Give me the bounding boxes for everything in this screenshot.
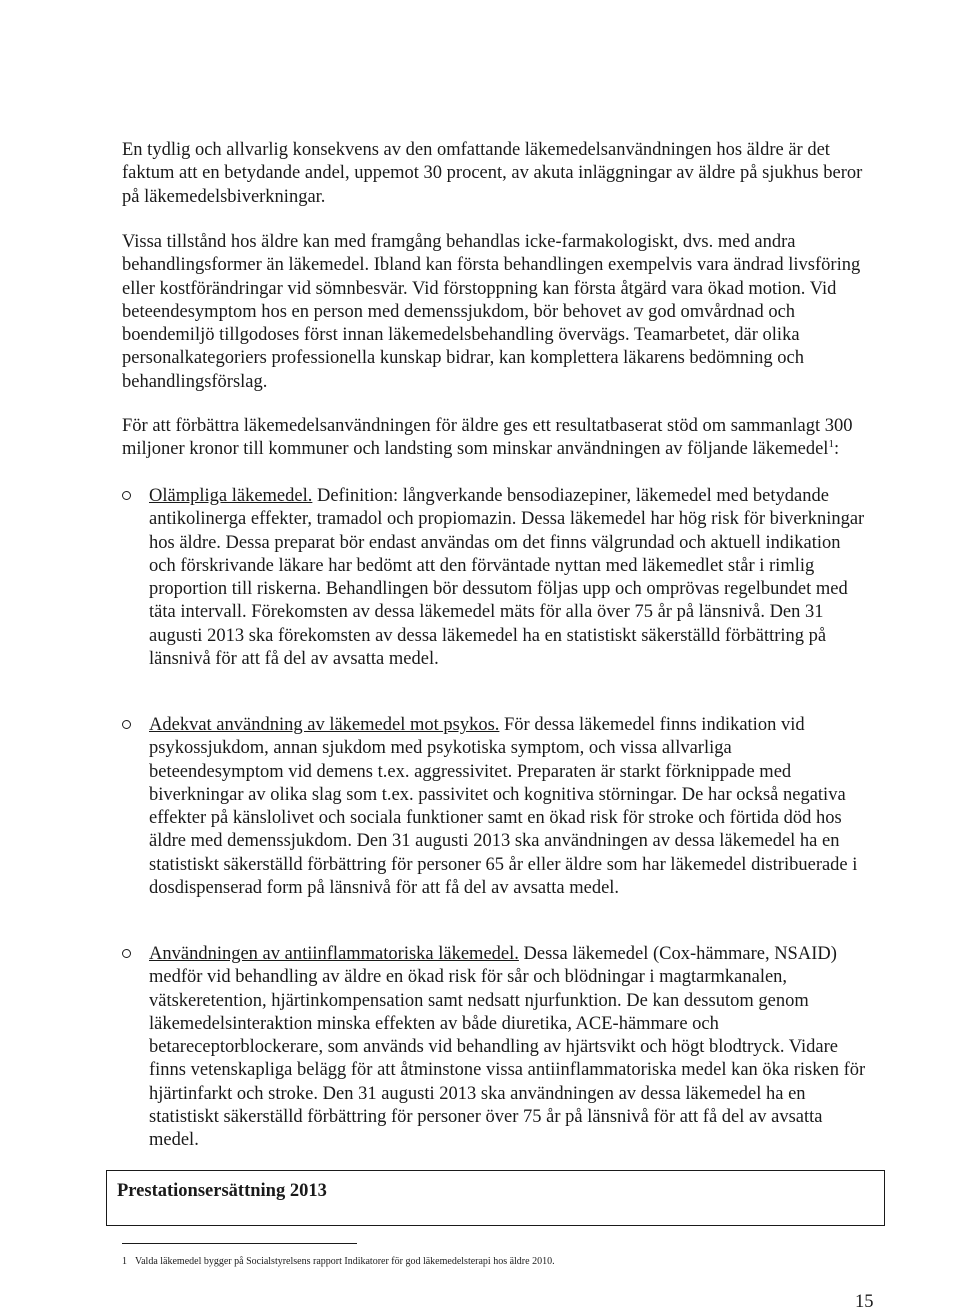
footnote-number: 1	[122, 1256, 127, 1267]
list-item-heading: Användningen av antiinflammatoriska läkemedel.	[149, 944, 519, 964]
list-item-antipsychotics	[122, 714, 867, 900]
paragraph-consequences: En tydlig och allvarlig konsekvens av den omfattande läkemedelsanvändningen hos äldre är det faktum att en betydande andel, uppemot 30 procent, av akuta inläggningar av äldre på sjukhus beror på läkemedelsbiverkningar.	[122, 140, 863, 207]
bullet-circle-icon	[122, 949, 131, 958]
section-box-title: Prestationsersättning 2013	[117, 1181, 327, 1201]
list-item-text: För dessa läkemedel finns indikation vid psykossjukdom, annan sjukdom med psykotiska symptom, och vissa allvarliga beteendesymptom vid demens t.ex. aggressivitet. Preparaten är starkt förknippade med biverkningar av olika slag som t.ex. passivitet och kognitiva störningar. De har också negativa effekter på känslolivet och sociala funktioner samt en ökad risk för stroke och förtida död hos äldre med demenssjukdom. Den 31 augusti 2013 ska användningen av dessa läkemedel ha en statistiskt säkerställd förbättring för personer 65 år eller äldre som har läkemedel distribuerade i dosdispenserad form på länsnivå för att få del av avsatta medel.	[149, 715, 858, 899]
list-item-heading: Olämpliga läkemedel.	[149, 486, 313, 506]
footnote-divider	[122, 1243, 357, 1244]
footnote-text: Valda läkemedel bygger på Socialstyrelsens rapport Indikatorer för god läkemedelsterapi hos äldre 2010.	[135, 1256, 555, 1267]
paragraph-funding-colon: :	[833, 439, 840, 460]
list-item-anti-inflammatory	[122, 943, 867, 1153]
list-item-body	[149, 943, 867, 1153]
list-item-body	[149, 714, 867, 900]
page-number: 15	[855, 1292, 874, 1312]
paragraph-funding-text: För att förbättra läkemedelsanvändningen för äldre ges ett resultatbaserat stöd om sammanlagt 300 miljoner kronor till kommuner och landsting som minskar användningen av följande läkemedel	[122, 416, 853, 460]
bullet-circle-icon	[122, 491, 131, 500]
list-item-body	[149, 485, 867, 671]
footnote-reference: 1	[828, 438, 834, 451]
list-item-text: Definition: långverkande bensodiazepiner, läkemedel med betydande antikolinerga effekter, tramadol och propiomazin. Dessa läkemedel har hög risk för biverkningar hos äldre. Dessa preparat bör endast användas om det finns välgrundad och aktuell indikation och förskrivande läkare har bedömt att den förväntade nyttan med läkemedlet står i rimlig proportion till riskerna. Behandlingen bör dessutom följas upp och omprövas regelbundet med täta intervall. Förekomsten av dessa läkemedel mäts för alla över 75 år på länsnivå. Den 31 augusti 2013 ska förekomsten av dessa läkemedel ha en statistiskt säkerställd förbättring på länsnivå för att få del av avsatta medel.	[149, 486, 865, 670]
bullet-circle-icon	[122, 720, 131, 729]
list-item-text: Dessa läkemedel (Cox-hämmare, NSAID) medför vid behandling av äldre en ökad risk för sår och blödningar i magtarmkanalen, vätskeretention, hjärtinkompensation samt nedsatt njurfunktion. De kan dessutom genom läkemedelsinteraktion minska effekten av både diuretika, ACE-hämmare och betareceptorblockerare, som används vid behandling av hjärtsvikt och högt blodtryck. Vidare finns vetenskapliga belägg för att åtminstone vissa antiinflammatoriska medel kan öka risken för hjärtinfarkt och stroke. Den 31 augusti 2013 ska användningen av dessa läkemedel ha en statistiskt säkerställd förbättring för personer över 75 år på länsnivå för att få del av avsatta medel.	[149, 944, 866, 1151]
section-box	[106, 1170, 885, 1226]
list-item-inappropriate-drugs	[122, 485, 867, 671]
paragraph-non-pharmacological: Vissa tillstånd hos äldre kan med framgång behandlas icke-farmakologiskt, dvs. med andra behandlingsformer än läkemedel. Ibland kan första behandlingen exempelvis vara ändrad livsföring eller kostförändringar vid sömnbesvär. Vid förstoppning kan första åtgärd vara ökad motion. Vid beteendesymptom hos en person med demenssjukdom, bör behovet av god omvårdnad och boendemiljö tillgodoses först innan läkemedelsbehandling övervägs. Teamarbetet, där olika personalkategoriers professionella kunskap bidrar, kan komplettera läkarens bedömning och behandlingsförslag.	[122, 232, 861, 392]
paragraph-funding	[122, 415, 864, 462]
footnote	[122, 1255, 555, 1268]
list-item-heading: Adekvat användning av läkemedel mot psykos.	[149, 715, 500, 735]
